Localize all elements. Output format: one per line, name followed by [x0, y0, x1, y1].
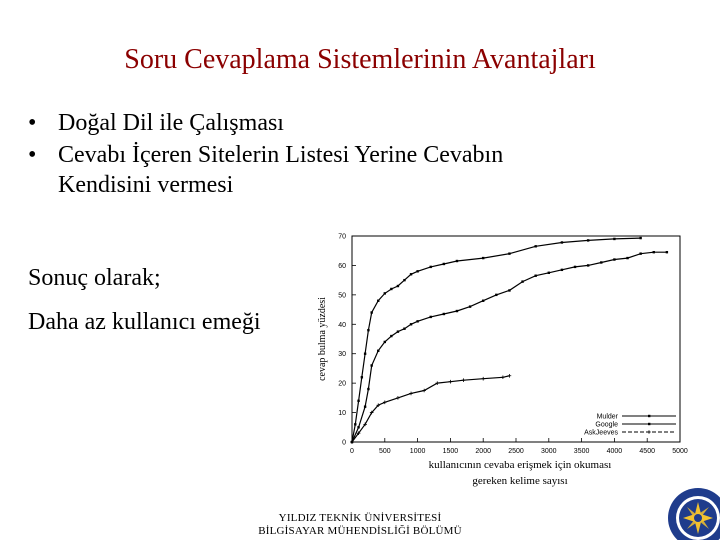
data-point — [561, 269, 563, 271]
university-logo-icon — [664, 484, 720, 540]
data-point — [653, 251, 655, 253]
data-point — [430, 316, 432, 318]
data-point — [600, 261, 602, 263]
data-point — [508, 374, 512, 378]
data-point — [357, 426, 359, 428]
data-point — [561, 241, 563, 243]
slide-title: Soru Cevaplama Sistemlerinin Avantajları — [124, 44, 596, 75]
series-line-google — [352, 252, 667, 442]
data-point — [587, 264, 589, 266]
data-point — [482, 257, 484, 259]
x-tick-label: 3500 — [573, 448, 590, 455]
data-point — [370, 311, 372, 313]
legend-marker — [648, 415, 650, 417]
plot-frame — [352, 236, 680, 442]
data-point — [409, 392, 413, 396]
data-point — [456, 310, 458, 312]
footer — [0, 512, 720, 538]
y-tick-label: 30 — [338, 351, 346, 359]
data-point — [443, 313, 445, 315]
data-point — [384, 341, 386, 343]
line-chart — [300, 228, 700, 492]
data-point — [357, 400, 359, 402]
data-point — [587, 239, 589, 241]
footer-university: YILDIZ TEKNİK ÜNİVERSİTESİ — [278, 512, 442, 524]
data-point — [430, 266, 432, 268]
x-tick-label: 0 — [350, 448, 354, 455]
data-point — [626, 257, 628, 259]
data-point — [370, 364, 372, 366]
data-point — [410, 273, 412, 275]
legend-marker — [648, 423, 650, 425]
data-point — [521, 280, 523, 282]
x-tick-label: 3000 — [541, 448, 557, 455]
x-tick-label: 1000 — [409, 448, 426, 455]
data-point — [639, 237, 641, 239]
legend-label: Google — [595, 421, 618, 429]
x-axis-label — [429, 459, 612, 487]
y-tick-label: 0 — [342, 439, 346, 447]
data-point — [666, 251, 668, 253]
x-tick-label: 1500 — [442, 448, 459, 455]
bullet-item — [28, 140, 668, 200]
data-point — [390, 288, 392, 290]
data-point — [574, 266, 576, 268]
data-point — [397, 285, 399, 287]
data-point — [410, 323, 412, 325]
data-point — [416, 270, 418, 272]
y-tick-label: 70 — [338, 233, 346, 241]
data-point — [613, 238, 615, 240]
y-axis-label: cevap bulma yüzdesi — [317, 297, 328, 381]
bullet-dot-icon: • — [28, 110, 37, 136]
x-axis-label-line: gereken kelime sayısı — [472, 475, 568, 487]
data-point — [367, 388, 369, 390]
data-point — [383, 400, 387, 404]
data-point — [361, 376, 363, 378]
data-point — [639, 252, 641, 254]
data-point — [501, 375, 505, 379]
x-tick-label: 4000 — [606, 448, 623, 455]
bullet-dot-icon: • — [28, 142, 37, 168]
data-point — [367, 329, 369, 331]
data-point — [390, 335, 392, 337]
x-tick-label: 2000 — [475, 448, 491, 455]
data-point — [403, 279, 405, 281]
result-block — [28, 256, 261, 344]
y-tick-label: 50 — [338, 292, 346, 300]
result-line: Sonuç olarak; — [28, 265, 161, 291]
x-tick-label: 4500 — [639, 448, 655, 455]
result-line: Daha az kullanıcı emeği — [28, 309, 261, 335]
data-point — [508, 289, 510, 291]
data-point — [416, 320, 418, 322]
data-point — [377, 300, 379, 302]
data-point — [397, 330, 399, 332]
series-line-mulder — [352, 238, 641, 442]
y-tick-label: 10 — [338, 410, 346, 418]
x-tick-label: 2500 — [508, 448, 524, 455]
data-point — [396, 396, 400, 400]
x-tick-label: 5000 — [672, 448, 688, 455]
legend-label: Mulder — [596, 413, 618, 421]
data-point — [354, 423, 356, 425]
data-point — [443, 263, 445, 265]
data-point — [364, 353, 366, 355]
legend-marker — [647, 430, 651, 434]
data-point — [377, 350, 379, 352]
data-point — [469, 305, 471, 307]
data-point — [534, 275, 536, 277]
data-point — [508, 252, 510, 254]
y-tick-label: 60 — [338, 262, 346, 270]
data-point — [384, 292, 386, 294]
x-axis-label-line: kullanıcının cevaba erişmek için okuması — [428, 459, 612, 471]
data-point — [456, 260, 458, 262]
data-point — [403, 328, 405, 330]
data-point — [495, 294, 497, 296]
bullet-list — [28, 108, 668, 202]
x-tick-label: 500 — [378, 448, 391, 455]
legend-label: AskJeeves — [584, 429, 618, 437]
data-point — [482, 300, 484, 302]
bullet-text: Doğal Dil ile Çalışması — [58, 110, 284, 136]
data-point — [449, 380, 453, 384]
data-point — [534, 245, 536, 247]
y-tick-label: 40 — [338, 321, 346, 329]
y-tick-label: 20 — [338, 380, 346, 388]
series-line-askjeeves — [352, 376, 509, 442]
data-point — [462, 378, 466, 382]
data-point — [613, 258, 615, 260]
data-point — [548, 272, 550, 274]
bullet-text: Cevabı İçeren Sitelerin Listesi Yerine Cevabın Kendisini vermesi — [58, 142, 504, 198]
data-point — [364, 405, 366, 407]
footer-department: BİLGİSAYAR MÜHENDİSLİĞİ BÖLÜMÜ — [258, 525, 462, 537]
data-point — [481, 377, 485, 381]
bullet-item — [28, 108, 668, 138]
